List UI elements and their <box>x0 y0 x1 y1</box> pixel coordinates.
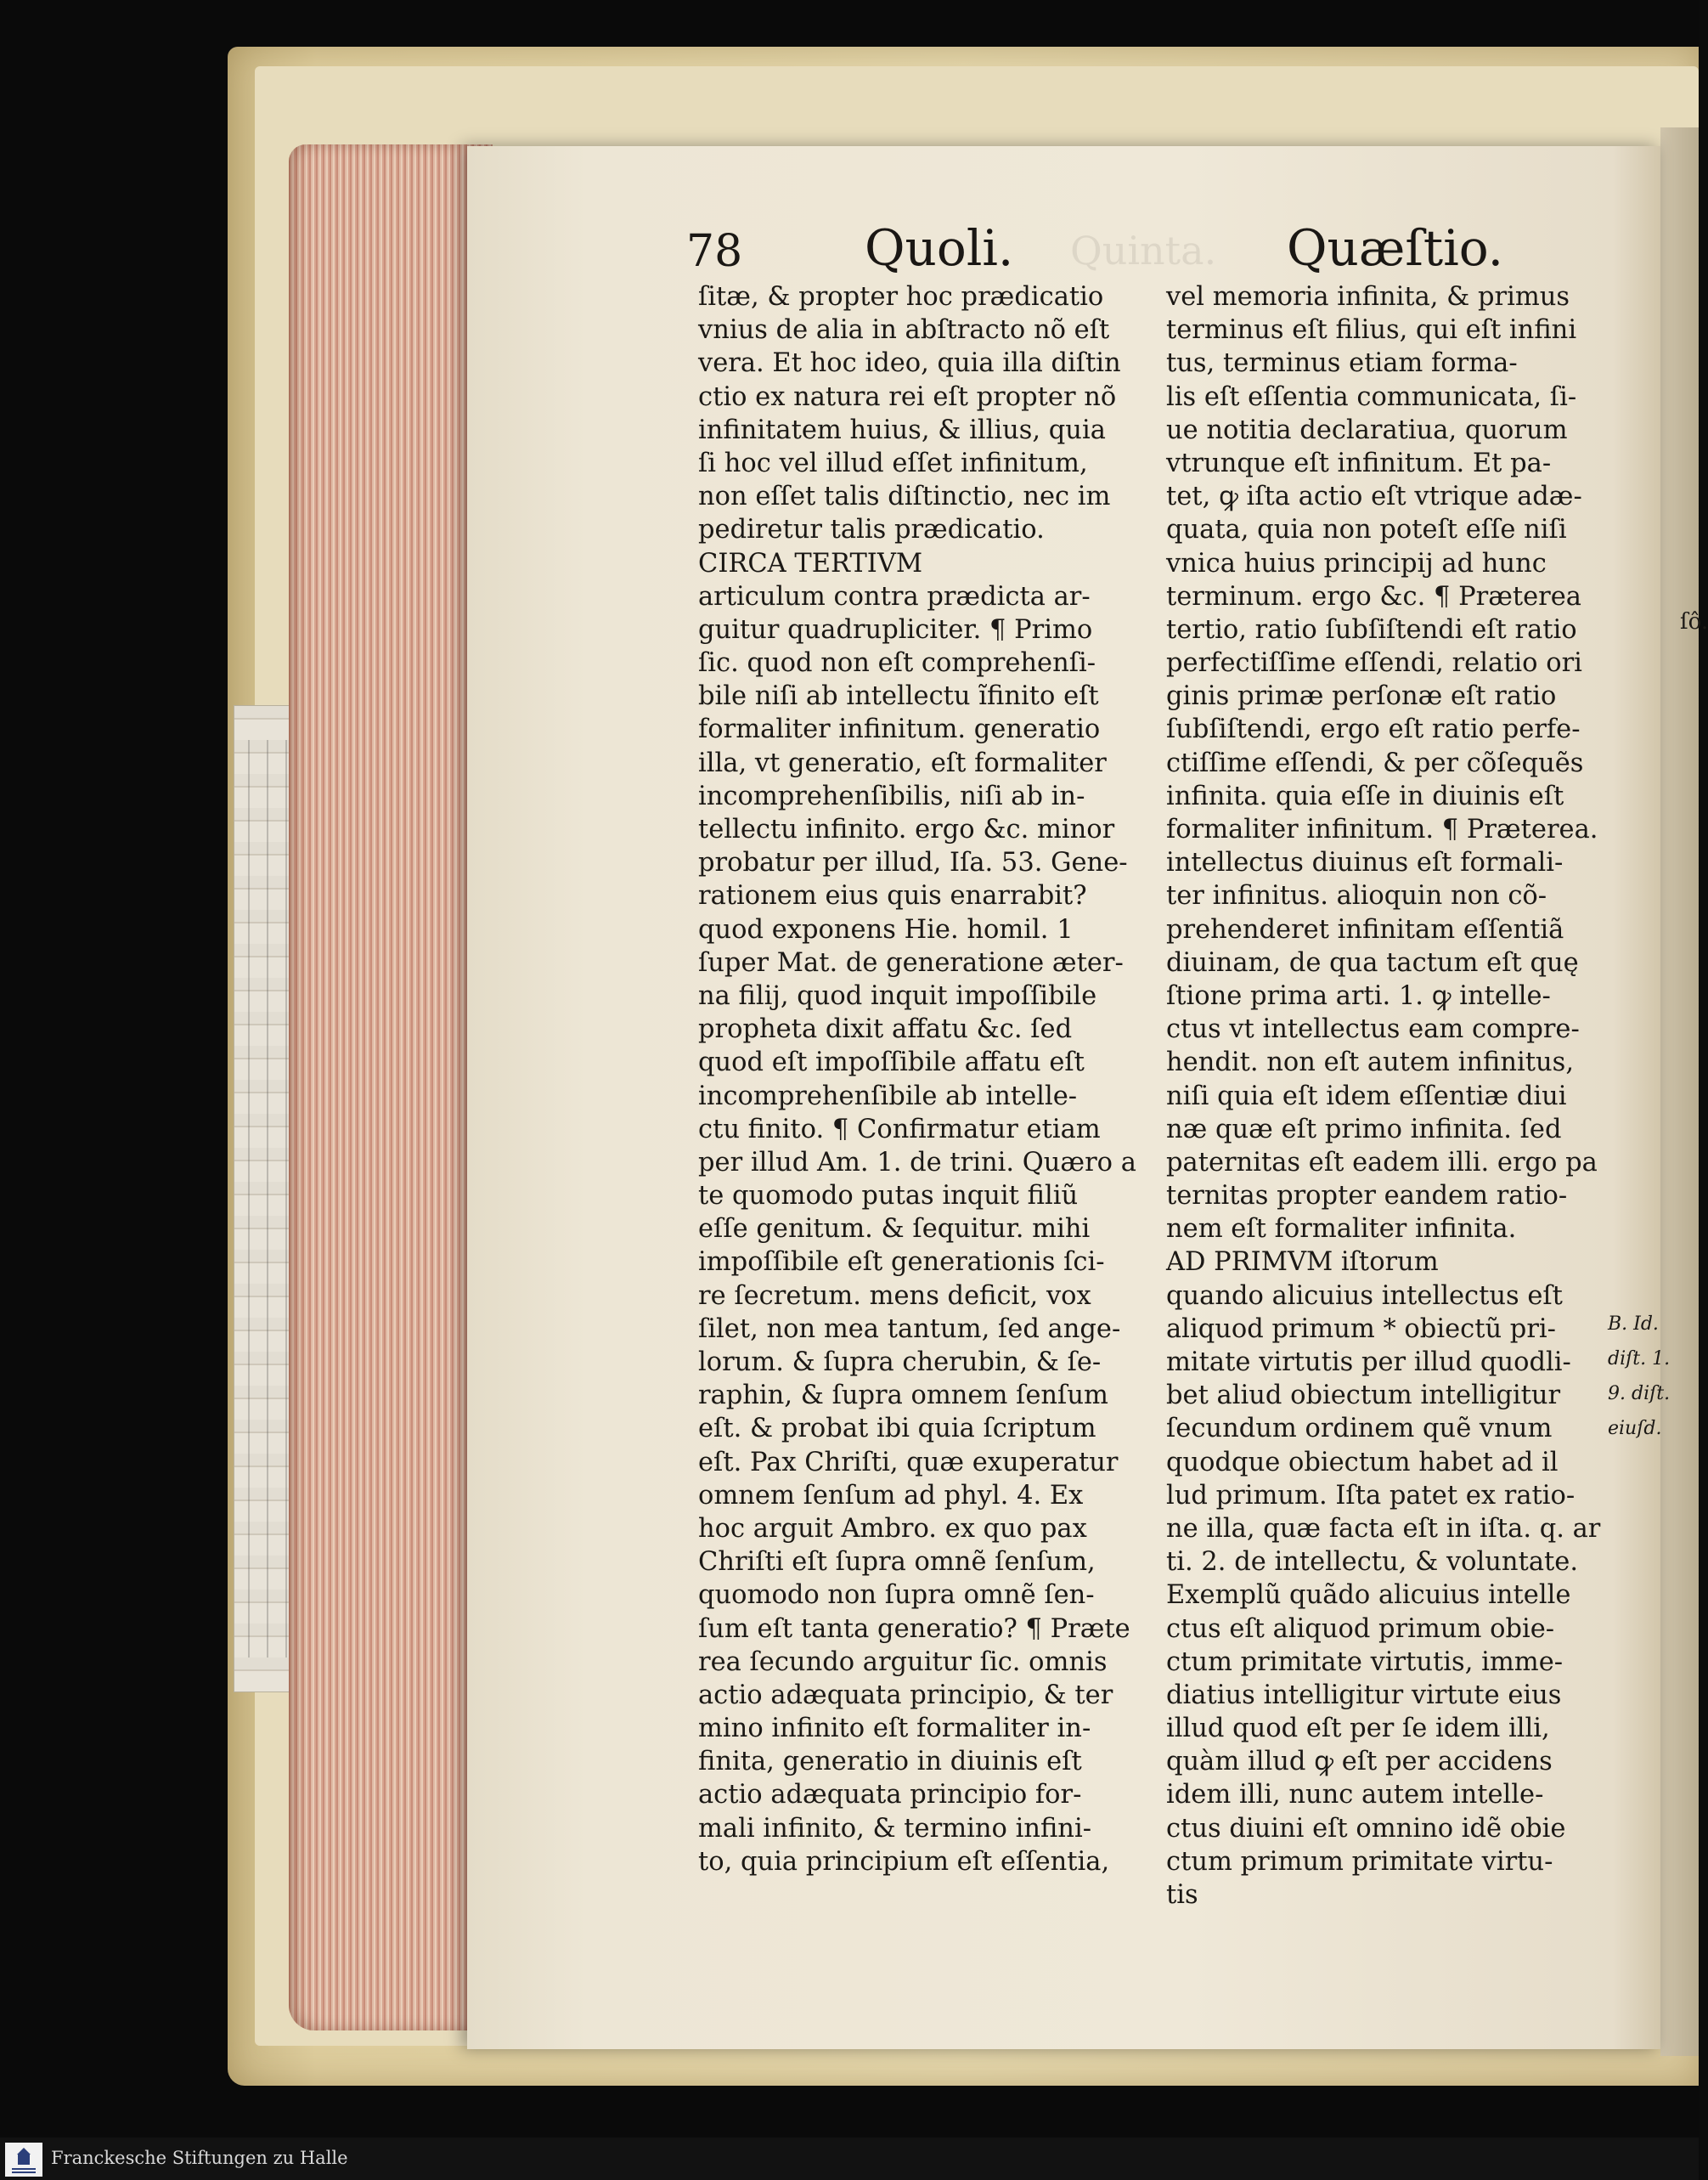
text-line: quod eſt impoſſibile affatu eſt <box>698 1048 1085 1078</box>
text-line: aliquod primum * obiectũ pri- <box>1166 1313 1556 1344</box>
text-line: paternitas eſt eadem illi. ergo pa <box>1166 1147 1598 1178</box>
text-line: diuinam, de qua tactum eſt quę <box>1166 947 1579 978</box>
text-line: ſum eſt tanta generatio? ¶ Præte <box>698 1613 1130 1644</box>
margin-note-line: diſt. 1. <box>1608 1348 1671 1370</box>
text-line: ſubſiſtendi, ergo eſt ratio perfe- <box>1166 714 1581 745</box>
text-line: mali infinito, & termino infini- <box>698 1813 1092 1844</box>
text-line: mitate virtutis per illud quodli- <box>1166 1347 1571 1377</box>
text-line: ctum primitate virtutis, imme- <box>1166 1646 1564 1677</box>
text-line: ne illa, quæ facta eſt in iſta. q. ar <box>1166 1513 1601 1544</box>
text-line: vtrunque eſt infinitum. Et pa- <box>1166 448 1552 478</box>
text-line: tis <box>1166 1880 1198 1910</box>
text-line: niſi quia eſt idem eſſentiæ diui <box>1166 1081 1567 1111</box>
text-line: ue notitia declaratiua, quorum <box>1166 415 1568 445</box>
text-line: intellectus diuinus eſt formali- <box>1166 848 1564 878</box>
text-line: finita, generatio in diuinis eſt <box>698 1747 1082 1777</box>
page-fore-edge <box>289 144 493 2030</box>
text-line: terminum. ergo &c. ¶ Præterea <box>1166 581 1581 612</box>
text-line: non eſſet talis diſtinctio, nec im <box>698 482 1111 512</box>
text-line: ginis primæ perſonæ eſt ratio <box>1166 681 1557 712</box>
text-line: ctu finito. ¶ Confirmatur etiam <box>698 1114 1101 1144</box>
text-line: ctus diuini eſt omnino idẽ obie <box>1166 1813 1566 1844</box>
text-line: eſſe genitum. & ſequitur. mihi <box>698 1214 1091 1245</box>
facing-page-mark: ô. <box>1688 609 1708 635</box>
text-line: tellectu infinito. ergo &c. minor <box>698 815 1115 844</box>
text-line: illa, vt generatio, eſt formaliter <box>698 748 1107 778</box>
text-line: rea ſecundo arguitur ſic. omnis <box>698 1646 1108 1677</box>
text-line: omnem ſenſum ad phyl. 4. Ex <box>698 1480 1084 1511</box>
text-line: te quomodo putas inquit filiũ <box>698 1181 1079 1211</box>
text-line: quod exponens Hie. homil. 1 <box>698 914 1074 945</box>
text-line: tus, terminus etiam forma- <box>1166 348 1518 379</box>
text-line: articulum contra prædicta ar- <box>698 581 1091 612</box>
text-line: ti. 2. de intellectu, & voluntate. <box>1166 1547 1579 1578</box>
text-line: Chriſti eſt ſupra omnẽ ſenſum, <box>698 1547 1096 1578</box>
text-line: CIRCA TERTIVM <box>698 548 923 579</box>
text-line: formaliter infinitum. generatio <box>698 714 1101 745</box>
institution-logo-icon <box>5 2143 42 2177</box>
text-line: lorum. & ſupra cherubin, & ſe- <box>698 1347 1102 1377</box>
text-line: quàm illud ꝙ eſt per accidens <box>1166 1747 1553 1777</box>
text-line: diatius intelligitur virtute eius <box>1166 1680 1562 1710</box>
text-line: ſilet, non mea tantum, ſed ange- <box>698 1313 1121 1344</box>
footer-bar <box>0 2138 1699 2180</box>
text-line: quomodo non ſupra omnẽ ſen- <box>698 1580 1095 1611</box>
text-line: lud primum. Iſta patet ex ratio- <box>1166 1480 1576 1511</box>
text-line: tet, ꝙ iſta actio eſt vtrique adæ- <box>1166 482 1582 512</box>
margin-note <box>1608 1307 1670 1446</box>
text-line: pediretur talis prædicatio. <box>698 515 1045 545</box>
text-line: eſt. Pax Chriſti, quæ exuperatur <box>698 1447 1119 1477</box>
text-line: bet aliud obiectum intelligitur <box>1166 1381 1561 1411</box>
text-line: ſuper Mat. de generatione æter- <box>698 947 1124 978</box>
text-line: to, quia principium eſt eſſentia, <box>698 1846 1110 1877</box>
text-line: propheta dixit affatu &c. ſed <box>698 1014 1073 1045</box>
text-line: actio adæquata principio, & ter <box>698 1680 1113 1710</box>
text-line: ctum primum primitate virtu- <box>1166 1846 1553 1877</box>
margin-note-line: 9. diſt. <box>1608 1383 1671 1404</box>
text-line: Exemplũ quãdo alicuius intelle <box>1166 1580 1571 1611</box>
text-line: AD PRIMVM iſtorum <box>1166 1247 1439 1278</box>
text-line: mino infinito eſt formaliter in- <box>698 1714 1091 1744</box>
text-line: næ quæ eſt primo infinita. ſed <box>1166 1114 1562 1144</box>
text-line: infinitatem huius, & illius, quia <box>698 415 1106 445</box>
text-line: ter infinitus. alioquin non cõ- <box>1166 881 1547 912</box>
text-line: ctiſſime eſſendi, & per cõſequẽs <box>1166 748 1584 778</box>
running-head-right: Quæſtio. <box>1287 219 1504 277</box>
text-line: nem eſt formaliter infinita. <box>1166 1214 1517 1245</box>
text-line: ſitæ, & propter hoc prædicatio <box>698 282 1104 312</box>
text-line: vera. Et hoc ideo, quia illa diſtin <box>698 348 1121 379</box>
text-line: per illud Am. 1. de trini. Quæro a <box>698 1147 1136 1178</box>
text-line: guitur quadrupliciter. ¶ Primo <box>698 614 1093 645</box>
text-column-right <box>1166 280 1608 1912</box>
text-line: formaliter infinitum. ¶ Præterea. <box>1166 815 1598 844</box>
text-line: na filij, quod inquit impoſſibile <box>698 980 1097 1011</box>
text-line: bile niſi ab intellectu ĩfinito eſt <box>698 681 1099 712</box>
text-line: incomprehenſibilis, niſi ab in- <box>698 781 1085 811</box>
text-line: incomprehenſibile ab intelle- <box>698 1081 1078 1111</box>
text-line: ſi hoc vel illud eſſet infinitum, <box>698 448 1088 478</box>
text-line: impoſſibile eſt generationis ſci- <box>698 1247 1105 1278</box>
text-line: lis eſt eſſentia communicata, ſi- <box>1166 381 1577 412</box>
margin-note-line: B. Id. <box>1608 1313 1659 1335</box>
text-line: actio adæquata principio for- <box>698 1780 1082 1810</box>
text-line: ſic. quod non eſt comprehenſi- <box>698 648 1096 679</box>
facing-page-mark: ſ <box>1680 609 1688 635</box>
text-line: vnius de alia in abſtracto nõ eſt <box>698 315 1110 346</box>
text-line: ctus vt intellectus eam compre- <box>1166 1014 1580 1045</box>
text-line: hoc arguit Ambro. ex quo pax <box>698 1513 1087 1544</box>
text-line: raphin, & ſupra omnem ſenſum <box>698 1381 1108 1411</box>
text-line: perfectiſſime eſſendi, relatio ori <box>1166 648 1582 679</box>
text-line: terminus eſt filius, qui eſt infini <box>1166 315 1577 346</box>
text-line: probatur per illud, Iſa. 53. Gene- <box>698 848 1128 878</box>
text-line: idem illi, nunc autem intelle- <box>1166 1780 1544 1810</box>
text-line: hendit. non eſt autem infinitus, <box>1166 1048 1575 1078</box>
text-line: quata, quia non poteſt eſſe niſi <box>1166 515 1567 545</box>
text-line: quodque obiectum habet ad il <box>1166 1447 1559 1477</box>
text-line: illud quod eſt per ſe idem illi, <box>1166 1714 1550 1744</box>
text-line: ſecundum ordinem quẽ vnum <box>1166 1414 1553 1444</box>
text-line: vel memoria infinita, & primus <box>1166 282 1570 312</box>
text-line: re ſecretum. mens deficit, vox <box>698 1280 1091 1311</box>
page-number: 78 <box>686 226 743 277</box>
text-line: vnica huius principij ad hunc <box>1166 548 1547 579</box>
facing-page-edge <box>1660 127 1699 2056</box>
text-line: infinita. quia eſſe in diuinis eſt <box>1166 781 1564 811</box>
text-column-left <box>698 280 1141 1878</box>
text-line: ctus eſt aliquod primum obie- <box>1166 1613 1555 1644</box>
footer-text: Franckesche Stiftungen zu Halle <box>51 2148 348 2168</box>
text-line: quando alicuius intellectus eſt <box>1166 1280 1563 1311</box>
margin-note-line: eiuſd. <box>1608 1418 1662 1439</box>
show-through-text: Quinta. <box>1070 228 1217 274</box>
text-line: tertio, ratio ſubſiſtendi eſt ratio <box>1166 614 1577 645</box>
text-line: rationem eius quis enarrabit? <box>698 881 1087 912</box>
text-line: ſtione prima arti. 1. ꝙ intelle- <box>1166 980 1551 1011</box>
facing-page-marks <box>1680 603 1708 641</box>
text-line: prehenderet infinitam eſſentiã <box>1166 914 1564 945</box>
text-line: ctio ex natura rei eſt propter nõ <box>698 381 1117 412</box>
text-line: eſt. & probat ibi quia ſcriptum <box>698 1414 1096 1444</box>
text-line: ternitas propter eandem ratio- <box>1166 1181 1568 1211</box>
running-head-left: Quoli. <box>865 219 1014 277</box>
